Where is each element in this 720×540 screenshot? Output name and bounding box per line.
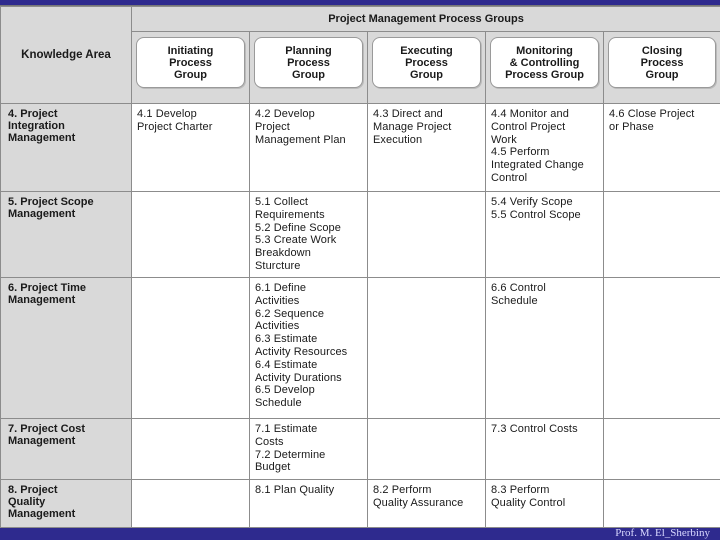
group-label-initiating: Initiating Process Group: [136, 37, 245, 88]
cell-scope-initiating: [132, 192, 250, 278]
cell-integration-planning: 4.2 Develop Project Management Plan: [250, 104, 368, 192]
table-row: [1, 278, 720, 419]
group-header-closing: [604, 32, 720, 104]
cell-quality-planning: 8.1 Plan Quality: [250, 480, 368, 528]
knowledge-area-time: 6. Project Time Management: [1, 278, 132, 419]
knowledge-area-integration: 4. Project Integration Management: [1, 104, 132, 192]
cell-scope-closing: [604, 192, 720, 278]
cell-time-monitoring: 6.6 Control Schedule: [486, 278, 604, 419]
cell-quality-monitoring: 8.3 Perform Quality Control: [486, 480, 604, 528]
cell-cost-closing: [604, 419, 720, 480]
cell-time-executing: [368, 278, 486, 419]
table-row: [1, 192, 720, 278]
table-row: [1, 419, 720, 480]
table-row: [1, 104, 720, 192]
group-header-planning: [250, 32, 368, 104]
cell-time-planning: 6.1 Define Activities 6.2 Sequence Activities 6.3 Estimate Activity Resources 6.4 Estimate Activity Durations 6.5 Develop Schedule: [250, 278, 368, 419]
title-row: [1, 7, 720, 32]
cell-cost-executing: [368, 419, 486, 480]
cell-scope-planning: 5.1 Collect Requirements 5.2 Define Scope 5.3 Create Work Breakdown Sturcture: [250, 192, 368, 278]
group-label-executing: Executing Process Group: [372, 37, 481, 88]
cell-integration-executing: 4.3 Direct and Manage Project Execution: [368, 104, 486, 192]
cell-quality-executing: 8.2 Perform Quality Assurance: [368, 480, 486, 528]
group-header-monitoring: [486, 32, 604, 104]
process-groups-title-label: Project Management Process Groups: [328, 13, 524, 25]
cell-cost-monitoring: 7.3 Control Costs: [486, 419, 604, 480]
cell-scope-monitoring: 5.4 Verify Scope 5.5 Control Scope: [486, 192, 604, 278]
cell-integration-initiating: 4.1 Develop Project Charter: [132, 104, 250, 192]
group-label-planning: Planning Process Group: [254, 37, 363, 88]
cell-cost-planning: 7.1 Estimate Costs 7.2 Determine Budget: [250, 419, 368, 480]
cell-quality-initiating: [132, 480, 250, 528]
cell-cost-initiating: [132, 419, 250, 480]
process-matrix-sheet: [0, 5, 720, 528]
group-header-initiating: [132, 32, 250, 104]
knowledge-area-header-label: Knowledge Area: [21, 49, 111, 61]
cell-scope-executing: [368, 192, 486, 278]
cell-quality-closing: [604, 480, 720, 528]
knowledge-area-header: [1, 7, 132, 104]
group-label-monitoring: Monitoring & Controlling Process Group: [490, 37, 599, 88]
cell-integration-monitoring: 4.4 Monitor and Control Project Work 4.5 Perform Integrated Change Control: [486, 104, 604, 192]
group-header-executing: [368, 32, 486, 104]
knowledge-area-scope: 5. Project Scope Management: [1, 192, 132, 278]
process-groups-title: [132, 7, 720, 32]
knowledge-area-quality: 8. Project Quality Management: [1, 480, 132, 528]
cell-integration-closing: 4.6 Close Project or Phase: [604, 104, 720, 192]
process-group-matrix: [0, 6, 720, 528]
knowledge-area-cost: 7. Project Cost Management: [1, 419, 132, 480]
cell-time-closing: [604, 278, 720, 419]
cell-time-initiating: [132, 278, 250, 419]
table-row: [1, 480, 720, 528]
author-credit: Prof. M. El_Sherbiny: [615, 527, 710, 539]
group-label-closing: Closing Process Group: [608, 37, 716, 88]
